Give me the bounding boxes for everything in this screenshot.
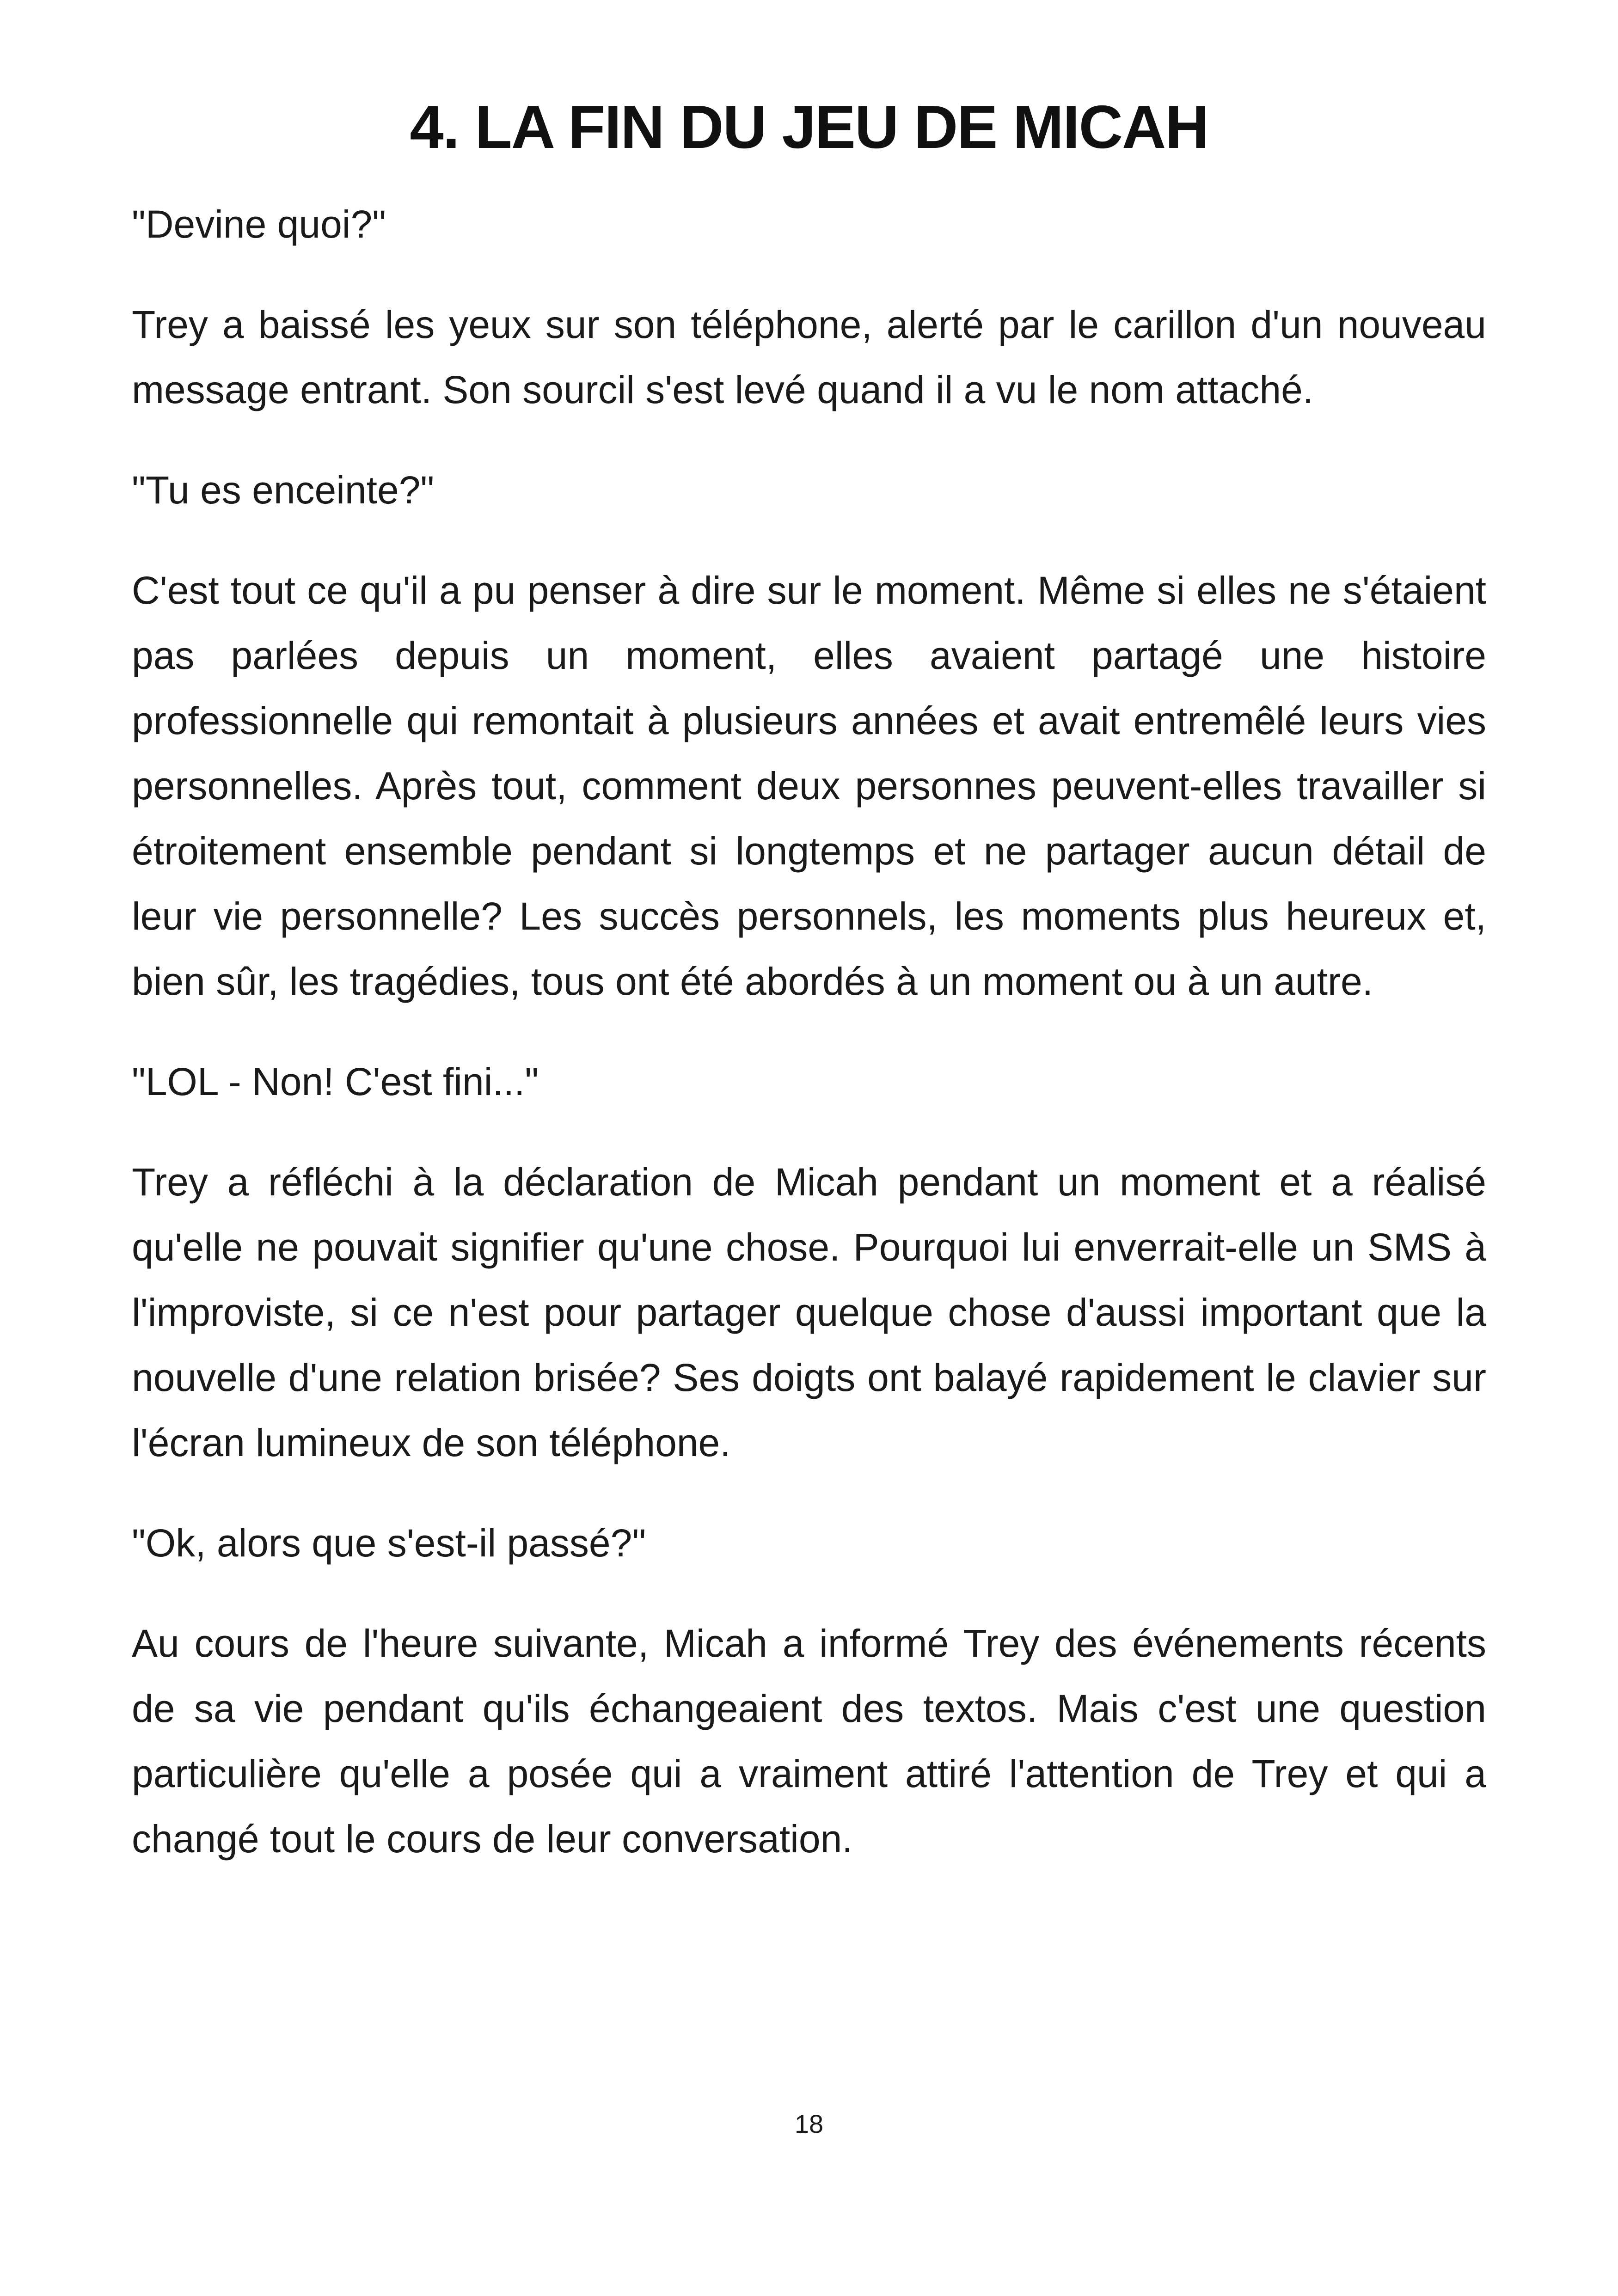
dialogue-line: "Tu es enceinte?" (132, 468, 435, 512)
narrative-paragraph: Trey a réfléchi à la déclaration de Micah pendant un moment et a réalisé qu'elle ne pouvait signifier qu'une chose. Pourquoi lui enverrait-elle un SMS à l'improviste, si ce n'est pour partager quelque chose d'aussi important que la nouvelle d'une relation brisée? Ses doigts ont balayé rapidement le clavier sur l'écran lumineux de son téléphone. (132, 1160, 1486, 1464)
dialogue-line: "LOL - Non! C'est fini..." (132, 1060, 539, 1103)
page-number: 18 (794, 2109, 824, 2138)
dialogue-line: "Devine quoi?" (132, 202, 386, 246)
narrative-paragraph: Trey a baissé les yeux sur son téléphone, alerté par le carillon d'un nouveau message entrant. Son sourcil s'est levé quand il a vu le nom attaché. (132, 303, 1486, 411)
narrative-paragraph: C'est tout ce qu'il a pu penser à dire sur le moment. Même si elles ne s'étaient pas parlées depuis un moment, elles avaient partagé une histoire professionnelle qui remontait à plusieurs années et avait entremêlé leurs vies personnelles. Après tout, comment deux personnes peuvent-elles travailler si étroitement ensemble pendant si longtemps et ne partager aucun détail de leur vie personnelle? Les succès personnels, les moments plus heureux et, bien sûr, les tragédies, tous ont été abordés à un moment ou à un autre. (132, 569, 1486, 1003)
chapter-title: 4. LA FIN DU JEU DE MICAH (410, 93, 1208, 161)
chapter-body (132, 192, 1486, 1907)
dialogue-line: "Ok, alors que s'est-il passé?" (132, 1521, 646, 1565)
narrative-paragraph: Au cours de l'heure suivante, Micah a informé Trey des événements récents de sa vie pendant qu'ils échangeaient des textos. Mais c'est une question particulière qu'elle a posée qui a vraiment attiré l'attention de Trey et qui a changé tout le cours de leur conversation. (132, 1622, 1486, 1861)
